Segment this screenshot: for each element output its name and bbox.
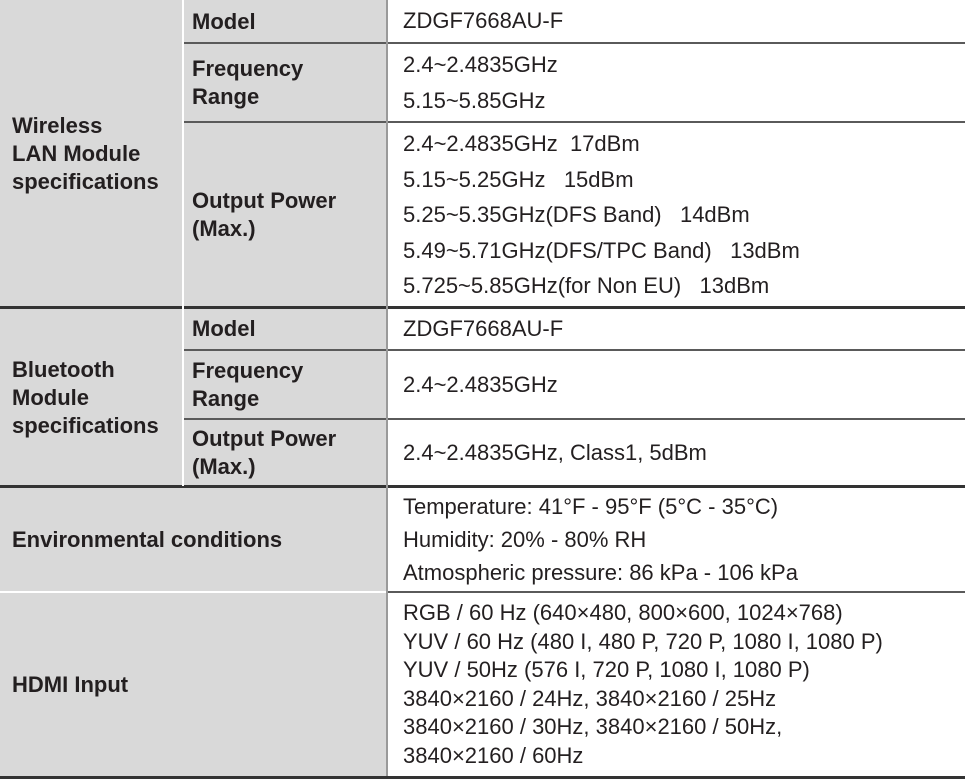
- bluetooth-output-power-value: 2.4~2.4835GHz, Class1, 5dBm: [403, 440, 707, 466]
- environment-value: Atmospheric pressure: 86 kPa - 106 kPa: [403, 560, 798, 585]
- wireless-model-label: Model: [192, 9, 256, 34]
- bluetooth-output-power-label: Output Power (Max.): [192, 426, 337, 479]
- bluetooth-frequency-label: Frequency Range: [192, 357, 304, 411]
- bluetooth-model-value-cell: [388, 309, 965, 349]
- wireless-output-power-value: 5.725~5.85GHz(for Non EU) 13dBm: [403, 273, 770, 299]
- wireless-output-power-label: Output Power (Max.): [192, 188, 337, 241]
- wireless-model-value: ZDGF7668AU-F: [403, 8, 564, 33]
- section-divider: [0, 485, 965, 488]
- environment-value: Humidity: 20% - 80% RH: [403, 527, 647, 552]
- bluetooth-frequency-value-cell: [388, 351, 965, 418]
- hdmi-value: YUV / 60 Hz (480 I, 480 P, 720 P, 1080 I, 1080 P): [403, 628, 883, 654]
- row-divider: [184, 121, 965, 123]
- bluetooth-category-label: Bluetooth Module specifications: [12, 356, 159, 438]
- wireless-frequency-label-cell: [184, 44, 386, 121]
- wireless-frequency-label: Frequency Range: [192, 55, 304, 109]
- hdmi-value-cell: [388, 593, 965, 776]
- wireless-lan-category-label: Wireless LAN Module specifications: [12, 112, 159, 194]
- wireless-frequency-value-cell: [388, 44, 965, 121]
- column-divider: [182, 0, 184, 486]
- hdmi-value: 3840×2160 / 30Hz, 3840×2160 / 50Hz,: [403, 714, 783, 739]
- column-divider: [386, 0, 388, 776]
- row-divider: [184, 349, 965, 351]
- bluetooth-output-power-value-cell: [388, 420, 965, 486]
- wireless-output-power-value: 5.49~5.71GHz(DFS/TPC Band) 13dBm: [403, 237, 800, 263]
- bluetooth-model-value: ZDGF7668AU-F: [403, 316, 564, 342]
- row-divider: [0, 591, 386, 593]
- wireless-model-value-cell: [388, 0, 965, 42]
- table-bottom-border: [0, 776, 965, 779]
- environment-label-cell: [0, 488, 386, 591]
- environment-value-cell: [388, 488, 965, 591]
- wireless-frequency-value: 5.15~5.85GHz: [403, 87, 546, 113]
- hdmi-value: RGB / 60 Hz (640×480, 800×600, 1024×768): [403, 600, 843, 625]
- hdmi-label: HDMI Input: [12, 671, 129, 697]
- wireless-output-power-value-cell: [388, 123, 965, 307]
- wireless-frequency-value: 2.4~2.4835GHz: [403, 52, 558, 77]
- bluetooth-category: [0, 309, 182, 486]
- section-divider: [0, 306, 965, 309]
- bluetooth-model-label-cell: [184, 309, 386, 349]
- wireless-output-power-value: 2.4~2.4835GHz 17dBm: [403, 131, 640, 157]
- bluetooth-output-power-label-cell: [184, 420, 386, 486]
- hdmi-value: 3840×2160 / 60Hz: [403, 742, 584, 768]
- wireless-model-label-cell: [184, 0, 386, 42]
- bluetooth-frequency-label-cell: [184, 351, 386, 418]
- wireless-output-power-value: 5.25~5.35GHz(DFS Band) 14dBm: [403, 202, 750, 228]
- environment-label: Environmental conditions: [12, 526, 283, 552]
- bluetooth-frequency-value: 2.4~2.4835GHz: [403, 371, 558, 397]
- bluetooth-model-label: Model: [192, 316, 256, 341]
- wireless-output-power-label-cell: [184, 123, 386, 307]
- wireless-lan-category: [0, 0, 182, 307]
- row-divider: [184, 418, 965, 420]
- row-divider: [184, 42, 965, 44]
- row-divider: [388, 591, 965, 593]
- hdmi-value: 3840×2160 / 24Hz, 3840×2160 / 25Hz: [403, 685, 777, 711]
- hdmi-value: YUV / 50Hz (576 I, 720 P, 1080 I, 1080 P): [403, 657, 810, 682]
- hdmi-label-cell: [0, 593, 386, 776]
- environment-value: Temperature: 41°F - 95°F (5°C - 35°C): [403, 494, 779, 519]
- wireless-output-power-value: 5.15~5.25GHz 15dBm: [403, 166, 634, 192]
